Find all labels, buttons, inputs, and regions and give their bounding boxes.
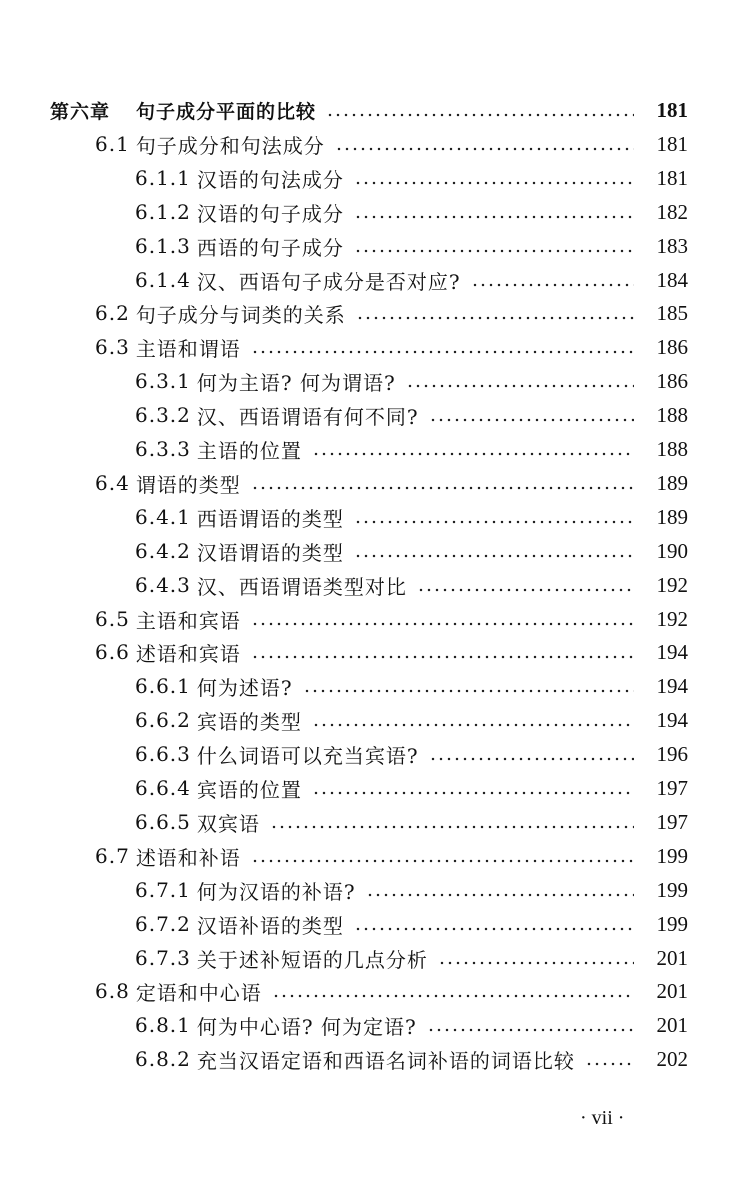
toc-entry-title: 何为主语? 何为谓语? <box>196 370 396 395</box>
toc-entry-number: 6.2 <box>95 301 130 325</box>
toc-entry-page: 185 <box>656 300 688 325</box>
toc-entry-page: 194 <box>656 673 688 698</box>
toc-entry-page: 181 <box>656 131 688 156</box>
toc-subsection-entry <box>135 400 688 430</box>
toc-entry-title: 汉、西语谓语有何不同? <box>196 404 419 429</box>
toc-entry-page: 201 <box>656 978 688 1003</box>
toc-entry-title: 汉、西语谓语类型对比 <box>196 574 407 599</box>
toc-entry-number: 6.6.1 <box>135 674 191 698</box>
toc-entry-page: 190 <box>656 538 688 563</box>
toc-section-entry <box>95 298 688 328</box>
toc-entry-number: 6.4 <box>95 471 130 495</box>
toc-entry-page: 189 <box>656 504 688 529</box>
toc-entry-page: 201 <box>656 1012 688 1037</box>
toc-entry-page: 188 <box>656 402 688 427</box>
dot-leader <box>354 163 634 193</box>
toc-entry-page: 199 <box>656 911 688 936</box>
dot-leader <box>354 231 634 261</box>
toc-section-entry <box>95 468 688 498</box>
toc-subsection-entry <box>135 773 688 803</box>
toc-entry-number: 6.6.2 <box>135 708 191 732</box>
dot-leader <box>251 604 634 634</box>
toc-entry-number: 6.1 <box>95 132 130 156</box>
toc-entry-title: 述语和宾语 <box>135 641 241 666</box>
dot-leader <box>438 943 634 973</box>
dot-leader <box>312 773 634 803</box>
toc-entry-title: 汉语的句子成分 <box>196 201 344 226</box>
toc-entry-page: 192 <box>656 572 688 597</box>
dot-leader <box>335 129 634 159</box>
toc-entry-number: 6.7.3 <box>135 946 191 970</box>
toc-entry-number: 6.5 <box>95 607 130 631</box>
dot-leader <box>354 197 634 227</box>
toc-entry-number: 6.8.1 <box>135 1013 191 1037</box>
toc-subsection-entry <box>135 705 688 735</box>
toc-entry-page: 199 <box>656 843 688 868</box>
dot-leader <box>356 298 634 328</box>
toc-entry-title: 西语谓语的类型 <box>196 506 344 531</box>
toc-entry-title: 句子成分和句法成分 <box>135 133 325 158</box>
toc-entry-title: 句子成分与词类的关系 <box>135 302 346 327</box>
toc-entry-number: 6.1.4 <box>135 268 191 292</box>
toc-entry-number: 6.6.5 <box>135 810 191 834</box>
dot-leader <box>354 536 634 566</box>
toc-subsection-entry <box>135 909 688 939</box>
toc-entry-page: 201 <box>656 945 688 970</box>
toc-section-entry <box>95 604 688 634</box>
page-number: · vii · <box>580 1107 625 1129</box>
toc-entry-number: 6.6.3 <box>135 742 191 766</box>
toc-entry-number: 6.4.2 <box>135 539 191 563</box>
toc-entry-number: 6.4.1 <box>135 505 191 529</box>
toc-entry-number: 6.1.1 <box>135 166 191 190</box>
dot-leader <box>251 841 634 871</box>
toc-entry-page: 186 <box>656 334 688 359</box>
toc-entry-title: 定语和中心语 <box>135 980 262 1005</box>
toc-entry-page: 197 <box>656 809 688 834</box>
toc-entry-number: 6.1.2 <box>135 200 191 224</box>
toc-subsection-entry <box>135 231 688 261</box>
toc-section-entry <box>95 976 688 1006</box>
toc-entry-title: 述语和补语 <box>135 845 241 870</box>
toc-subsection-entry <box>135 807 688 837</box>
toc-entry-page: 196 <box>656 741 688 766</box>
dot-leader <box>272 976 634 1006</box>
toc-entry-number: 6.8.2 <box>135 1047 191 1071</box>
toc-entry-number: 6.6.4 <box>135 776 191 800</box>
dot-leader <box>312 705 634 735</box>
toc-entry-page: 181 <box>656 97 688 122</box>
toc-entry-page: 194 <box>656 707 688 732</box>
toc-entry-title: 充当汉语定语和西语名词补语的词语比较 <box>196 1048 575 1073</box>
toc-entry-title: 宾语的位置 <box>196 777 302 802</box>
toc-entry-page: 202 <box>656 1046 688 1071</box>
toc-subsection-entry <box>135 502 688 532</box>
dot-leader <box>303 671 634 701</box>
toc-entry-number: 6.7.1 <box>135 878 191 902</box>
toc-entry-title: 汉语谓语的类型 <box>196 540 344 565</box>
toc-entry-title: 主语和宾语 <box>135 608 241 633</box>
dot-leader <box>585 1044 634 1074</box>
toc-entry-title: 汉、西语句子成分是否对应? <box>196 269 461 294</box>
toc-entry-page: 189 <box>656 470 688 495</box>
toc-entry-page: 183 <box>656 233 688 258</box>
dot-leader <box>354 909 634 939</box>
toc-entry-page: 181 <box>656 165 688 190</box>
dot-leader <box>270 807 634 837</box>
toc-subsection-entry <box>135 1010 688 1040</box>
toc-entry-number: 6.3.1 <box>135 369 191 393</box>
toc-subsection-entry <box>135 366 688 396</box>
toc-entry-page: 194 <box>656 639 688 664</box>
toc-section-entry <box>95 129 688 159</box>
toc-entry-number: 6.8 <box>95 979 130 1003</box>
toc-subsection-entry <box>135 943 688 973</box>
dot-leader <box>427 1010 634 1040</box>
toc-entry-page: 197 <box>656 775 688 800</box>
toc-section-entry <box>95 332 688 362</box>
toc-subsection-entry <box>135 1044 688 1074</box>
toc-entry-number: 6.3 <box>95 335 130 359</box>
toc-entry-title: 宾语的类型 <box>196 709 302 734</box>
toc-subsection-entry <box>135 197 688 227</box>
toc-entry-title: 什么词语可以充当宾语? <box>196 743 419 768</box>
toc-entry-title: 西语的句子成分 <box>196 235 344 260</box>
toc-entry-title: 主语的位置 <box>196 438 302 463</box>
toc-entry-number: 6.7 <box>95 844 130 868</box>
toc-entry-title: 谓语的类型 <box>135 472 241 497</box>
toc-entry-number: 6.4.3 <box>135 573 191 597</box>
toc-entry-number: 6.3.3 <box>135 437 191 461</box>
dot-leader <box>417 570 634 600</box>
dot-leader <box>406 366 634 396</box>
dot-leader <box>312 434 634 464</box>
toc-entry-number: 6.1.3 <box>135 234 191 258</box>
dot-leader <box>251 332 634 362</box>
toc-subsection-entry <box>135 875 688 905</box>
toc-section-entry <box>95 841 688 871</box>
dot-leader <box>429 739 634 769</box>
toc-entry-page: 182 <box>656 199 688 224</box>
toc-chapter-entry <box>50 95 688 125</box>
dot-leader <box>471 265 634 295</box>
toc-entry-title: 何为中心语? 何为定语? <box>196 1014 417 1039</box>
toc-entry-number: 6.6 <box>95 640 130 664</box>
dot-leader <box>354 502 634 532</box>
toc-section-entry <box>95 637 688 667</box>
dot-leader <box>251 637 634 667</box>
toc-entry-title: 双宾语 <box>196 811 260 836</box>
toc-entry-title: 何为汉语的补语? <box>196 879 356 904</box>
toc-entry-page: 184 <box>656 267 688 292</box>
toc-subsection-entry <box>135 739 688 769</box>
toc-entry-page: 188 <box>656 436 688 461</box>
toc-entry-title: 关于述补短语的几点分析 <box>196 947 428 972</box>
toc-entry-page: 192 <box>656 606 688 631</box>
toc-entry-title: 句子成分平面的比较 <box>136 100 317 123</box>
toc-entry-number: 6.3.2 <box>135 403 191 427</box>
toc-subsection-entry <box>135 671 688 701</box>
dot-leader <box>366 875 634 905</box>
dot-leader <box>326 95 634 125</box>
toc-entry-title: 汉语的句法成分 <box>196 167 344 192</box>
toc-entry-title: 何为述语? <box>196 675 293 700</box>
toc-entry-number: 6.7.2 <box>135 912 191 936</box>
toc-subsection-entry <box>135 536 688 566</box>
toc-subsection-entry <box>135 265 688 295</box>
toc-entry-title: 汉语补语的类型 <box>196 913 344 938</box>
dot-leader <box>429 400 634 430</box>
toc-entry-title: 主语和谓语 <box>135 336 241 361</box>
toc-entry-page: 199 <box>656 877 688 902</box>
toc-entry-page: 186 <box>656 368 688 393</box>
toc-subsection-entry <box>135 434 688 464</box>
toc-subsection-entry <box>135 163 688 193</box>
toc-subsection-entry <box>135 570 688 600</box>
toc-entry-number: 第六章 <box>50 100 111 123</box>
dot-leader <box>251 468 634 498</box>
